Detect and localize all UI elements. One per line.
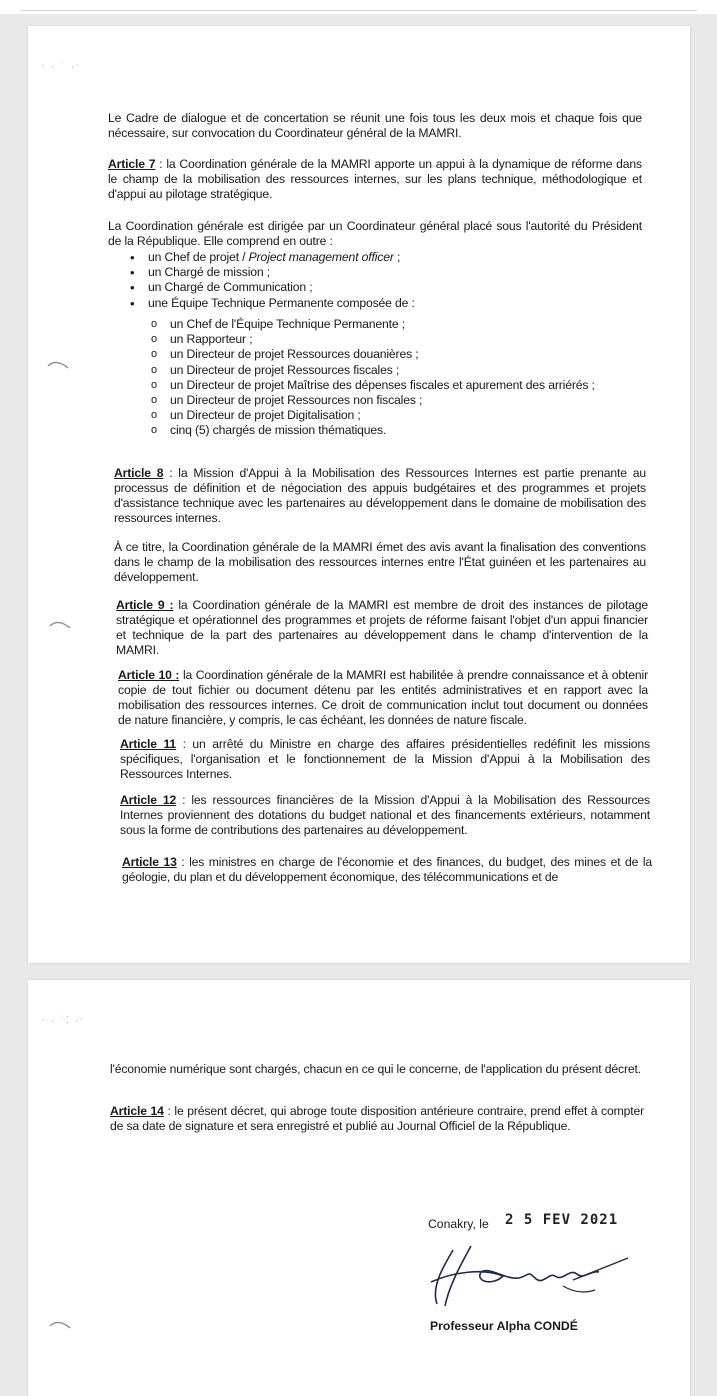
coordination-paragraph: La Coordination générale est dirigée par un Coordinateur général placé sous l'autorité du Président de la République. Elle comprend en outre : bbox=[108, 219, 642, 248]
document-page-2[interactable] bbox=[28, 980, 690, 1396]
signatory-name: Professeur Alpha CONDÉ bbox=[430, 1319, 578, 1333]
article-10-label: Article 10 : bbox=[118, 668, 180, 682]
article-11-label: Article 11 bbox=[120, 737, 177, 751]
article-8 bbox=[114, 466, 646, 526]
document-page-1[interactable] bbox=[28, 26, 690, 963]
top-bar bbox=[0, 0, 717, 14]
article-10 bbox=[118, 668, 648, 728]
article-13-text: : les ministres en charge de l'économie et des finances, du budget, des mines et de la géologie, du plan et du développement économique, des télécommunications et de bbox=[122, 855, 653, 884]
article-7-text: : la Coordination générale de la MAMRI apporte un appui à la dynamique de réforme dans le champ de la mobilisation des ressources internes, sur les plans technique, méthodologique et d'appui au pilotage stratégique. bbox=[108, 157, 643, 201]
article-13-label: Article 13 bbox=[122, 855, 177, 869]
article-7 bbox=[108, 157, 642, 202]
punch-hole-mark bbox=[48, 1316, 74, 1338]
article-11-text: : un arrêté du Ministre en charge des affaires présidentielles redéfinit les missions spécifiques, l'organisation et le fonctionnement de la Mission d'Appui à la Mobilisation des Ressources Internes. bbox=[120, 737, 651, 781]
article-9-label: Article 9 : bbox=[116, 598, 174, 612]
date-stamp: 2 5 FEV 2021 bbox=[505, 1212, 619, 1228]
article-12 bbox=[120, 793, 650, 838]
list-item: o un Directeur de projet Ressources non fiscales ; bbox=[148, 393, 658, 408]
article-14 bbox=[110, 1104, 644, 1134]
coordination-members-list bbox=[126, 250, 646, 311]
list-item: o cinq (5) chargés de mission thématiques. bbox=[148, 423, 658, 438]
article-8-text: : la Mission d'Appui à la Mobilisation des Ressources Internes est partie prenante au processus de définition et de négociation des appuis budgétaires et des programmes et projets d'assistance technique avec les partenaires au développement dans le domaine de mobilisation des ressources internes. bbox=[114, 466, 647, 525]
article-11 bbox=[120, 737, 650, 782]
list-item: o un Directeur de projet Maîtrise des dépenses fiscales et apurement des arriérés ; bbox=[148, 378, 658, 393]
article-8-label: Article 8 bbox=[114, 466, 164, 480]
scan-smudge: ⸱ ⸳ ˙ ⸳⸱ bbox=[42, 61, 81, 72]
technical-team-list bbox=[148, 317, 658, 439]
place-label: Conakry, le bbox=[428, 1217, 489, 1231]
list-item: • un Chef de projet / Project management officer ; bbox=[126, 250, 646, 265]
scan-smudge: ⸱ ⸳ ˙⁚ ⸳⸱ bbox=[42, 1015, 85, 1026]
list-item: o un Directeur de projet Digitalisation ; bbox=[148, 408, 658, 423]
article-9 bbox=[116, 598, 648, 658]
article-13 bbox=[122, 855, 652, 885]
list-item: • un Chargé de mission ; bbox=[126, 265, 646, 280]
article-8-paragraph-2: À ce titre, la Coordination générale de la MAMRI émet des avis avant la finalisation des conventions dans le champ de la mobilisation des ressources internes entre l'État guinéen et les partenaires au développement. bbox=[114, 540, 646, 584]
intro-paragraph: Le Cadre de dialogue et de concertation se réunit une fois tous les deux mois et chaque fois que nécessaire, sur convocation du Coordinateur général de la MAMRI. bbox=[108, 111, 642, 140]
list-item: o un Directeur de projet Ressources fiscales ; bbox=[148, 363, 658, 378]
article-10-text: la Coordination générale de la MAMRI est habilitée à prendre connaissance et à obtenir copie de tout fichier ou document détenu par les entités administratives et en rapport avec la mobilisation des ressources internes. Ce droit de communication inclut tout document ou données de nature financière, y compris, le cas échéant, les données de nature fiscale. bbox=[118, 668, 648, 727]
signature-icon bbox=[423, 1242, 633, 1312]
punch-hole-mark bbox=[46, 356, 72, 378]
article-14-label: Article 14 bbox=[110, 1104, 164, 1118]
article-12-text: : les ressources financières de la Mission d'Appui à la Mobilisation des Ressources Internes proviennent des dotations du budget national et des financements extérieurs, notamment sous la forme de contributions des partenaires au développement. bbox=[120, 793, 651, 837]
article-7-label: Article 7 bbox=[108, 157, 156, 171]
article-12-label: Article 12 bbox=[120, 793, 177, 807]
list-item: o un Directeur de projet Ressources douanières ; bbox=[148, 347, 658, 362]
list-item: o un Rapporteur ; bbox=[148, 332, 658, 347]
article-9-text: la Coordination générale de la MAMRI est membre de droit des instances de pilotage stratégique et opérationnel des programmes et projets de réforme faisant l'objet d'un appui financier et technique de la part des partenaires au développement dans le champ d'intervention de la MAMRI. bbox=[116, 598, 648, 657]
top-divider bbox=[20, 10, 697, 11]
list-item: • un Chargé de Communication ; bbox=[126, 280, 646, 295]
article-14-text: : le présent décret, qui abroge toute disposition antérieure contraire, prend effet à compter de sa date de signature et sera enregistré et publié au Journal Officiel de la République. bbox=[110, 1104, 644, 1133]
list-item: • une Équipe Technique Permanente composée de : bbox=[126, 296, 646, 311]
continuation-paragraph: l'économie numérique sont chargés, chacun en ce qui le concerne, de l'application du présent décret. bbox=[110, 1062, 641, 1076]
list-item: o un Chef de l'Équipe Technique Permanente ; bbox=[148, 317, 658, 332]
punch-hole-mark bbox=[48, 616, 74, 638]
